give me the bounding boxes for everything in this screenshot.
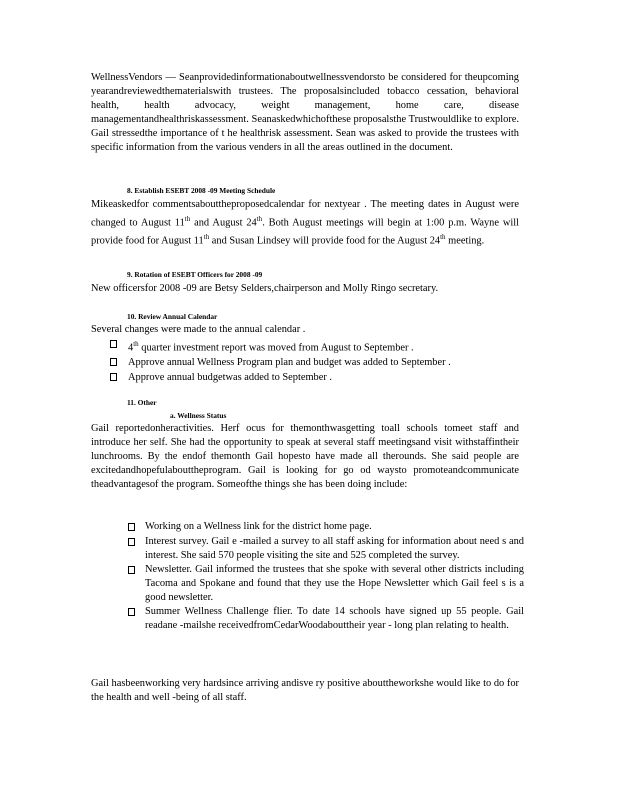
list-item: Newsletter. Gail informed the trustees that she spoke with several other districts including Tacoma and Spokane and found that they use the Hope Newsletter which Gail feel s is a good newsletter. bbox=[128, 563, 524, 605]
bullet-icon bbox=[110, 358, 117, 366]
bullet-icon bbox=[128, 566, 135, 574]
section-8-text-3: . Both August meetings will begin at 1:00 p.m. Wayne will provide food for August 11 bbox=[91, 217, 519, 247]
bullet-icon bbox=[128, 608, 135, 616]
bullet-icon bbox=[128, 538, 135, 546]
superscript: th bbox=[256, 215, 263, 223]
section-10-heading: 10. Review Annual Calendar bbox=[127, 312, 218, 321]
section-8-heading: 8. Establish ESEBT 2008 -09 Meeting Schedule bbox=[127, 186, 276, 195]
bullet-icon bbox=[110, 373, 117, 381]
list-item: Approve annual budgetwas added to September . bbox=[110, 370, 510, 385]
superscript: th bbox=[440, 233, 446, 242]
wellness-status-subheading: a. Wellness Status bbox=[170, 411, 227, 420]
list-item: Approve annual Wellness Program plan and budget was added to September . bbox=[110, 355, 510, 370]
list-item: Summer Wellness Challenge flier. To date 14 schools have signed up 55 people. Gail readane -mailshe receivedfromCedarWoodabouttheir year - long plan relating to health. bbox=[128, 605, 524, 633]
superscript: th bbox=[184, 215, 191, 223]
section-10-intro: Several changes were made to the annual calendar . bbox=[91, 324, 306, 335]
wellness-vendors-paragraph: WellnessVendors — Seanprovidedinformationaboutwellnessvendorsto be considered for theupcoming yearandreviewedthematerialswith trustees. The proposalsincluded tobacco cessation, behavioral health, health advocacy, weight management, home care, disease managementandhealthriskassessment. Seanaskedwhichofthese proposalsthe Trustwouldlike to explore. Gail stressedthe importance of t he healthrisk assessment. Sean was asked to provide the trustees with specific information from the various venders in all the areas outlined in the document. bbox=[91, 72, 519, 153]
section-9-heading: 9. Rotation of ESEBT Officers for 2008 -09 bbox=[127, 270, 263, 279]
closing-paragraph: Gail hasbeenworking very hardsince arriving andisve ry positive abouttheworkshe would like to do for the health and well -being of all staff. bbox=[91, 678, 519, 703]
section-8-paragraph bbox=[91, 198, 519, 249]
section-8-text-5: meeting. bbox=[445, 235, 485, 247]
section-8-text-2: and August 24 bbox=[190, 217, 257, 229]
section-11-heading: 11. Other bbox=[127, 398, 157, 407]
wellness-activities-list bbox=[128, 520, 524, 633]
wellness-status-paragraph: Gail reportedonheractivities. Herf ocus for themonthwasgetting toall schools tomeet staff and introduce her self. She had the opportunity to speak at several staff meetingsand visit withstaffintheir lunchrooms. By the endof themonth Gail hopesto have made all therounds. She said people are excitedandhopefulabouttheprogram. Gail is looking for go od waysto promoteandcommunicate theadvantagesof the program. Someofthe things she has been doing include: bbox=[91, 423, 519, 490]
list-item: Interest survey. Gail e -mailed a survey to all staff asking for information about need s and interest. She said 570 people visiting the site and 525 completed the survey. bbox=[128, 535, 524, 563]
bullet-icon bbox=[128, 523, 135, 531]
section-9-paragraph: New officersfor 2008 -09 are Betsy Selders,chairperson and Molly Ringo secretary. bbox=[91, 283, 439, 294]
section-8-text-4: and Susan Lindsey will provide food for the August 24 bbox=[209, 235, 441, 247]
list-item: Working on a Wellness link for the district home page. bbox=[128, 520, 524, 534]
section-8-text-1: Mikeaskedfor commentsabouttheproposedcalendar for nextyear . The meeting dates in August were changed to August 11 bbox=[91, 199, 519, 229]
calendar-changes-list bbox=[110, 337, 510, 385]
list-item: 4th quarter investment report was moved from August to September . bbox=[110, 337, 510, 355]
bullet-icon bbox=[110, 340, 117, 348]
superscript: th bbox=[203, 233, 210, 242]
